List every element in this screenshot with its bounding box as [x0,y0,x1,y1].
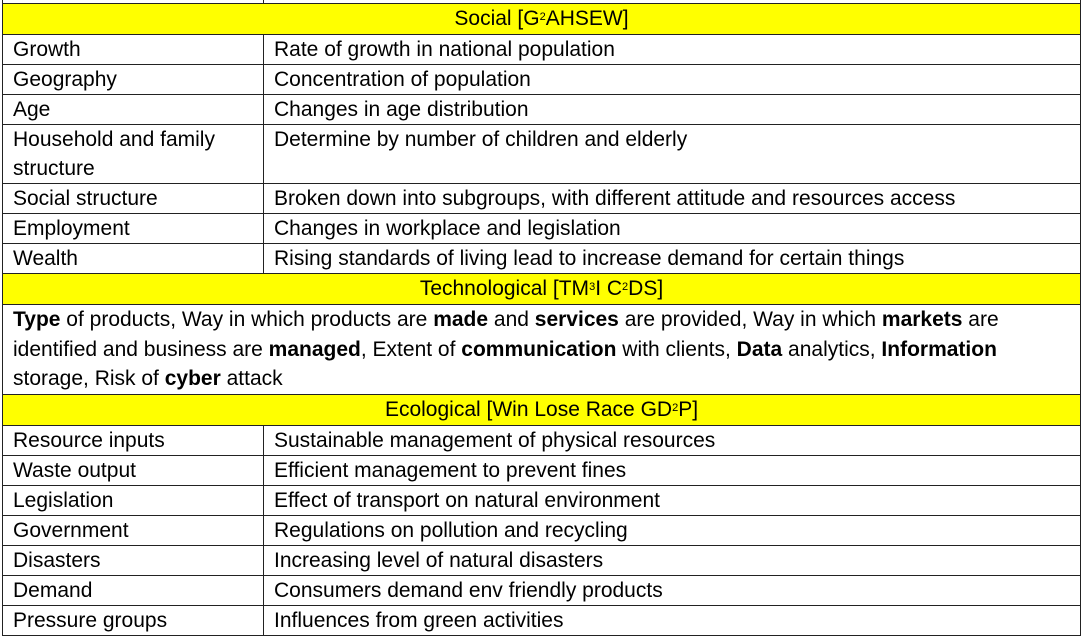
factor-cell: Wealth [3,244,264,274]
technological-header: Technological [$TM^3I$ $C^2DS$] [3,274,1081,305]
factor-cell: Geography [3,65,264,95]
table-row [3,425,1081,455]
table-row [3,545,1081,575]
table-row [3,485,1081,515]
ecological-header: Ecological [Win Lose Race $GD^2P$] [3,394,1081,425]
description-cell: Efficient management to prevent fines [264,455,1081,485]
description-cell: Concentration of population [264,65,1081,95]
factor-cell: Legislation [3,485,264,515]
table-row [3,214,1081,244]
technological-paragraph: Type of products, Way in which products are made and services are provided, Way in which markets are identified and business are managed, Extent of communication with clients, Data analytics, Information storage, Risk of cyber attack [3,305,1081,395]
factor-cell: Government [3,515,264,545]
description-cell: Rising standards of living lead to increase demand for certain things [264,244,1081,274]
table-row [3,455,1081,485]
description-cell: Changes in age distribution [264,95,1081,125]
table-row [3,184,1081,214]
description-cell: Consumers demand env friendly products [264,575,1081,605]
factor-cell: Age [3,95,264,125]
table-row [3,605,1081,635]
factor-cell: Disasters [3,545,264,575]
ecological-header-row [3,394,1081,425]
factor-cell: Waste output [3,455,264,485]
table-row [3,35,1081,65]
factor-cell: Employment [3,214,264,244]
technological-row [3,305,1081,395]
social-header: Social $[G^2AHSEW]$ [3,4,1081,35]
description-cell: Changes in workplace and legislation [264,214,1081,244]
technological-header-row [3,274,1081,305]
pestle-table [2,0,1081,636]
description-cell: Effect of transport on natural environment [264,485,1081,515]
table-row [3,575,1081,605]
description-cell: Broken down into subgroups, with different attitude and resources access [264,184,1081,214]
factor-cell: Growth [3,35,264,65]
factor-cell: Household and family structure [3,125,264,184]
factor-cell: Pressure groups [3,605,264,635]
table-row [3,244,1081,274]
description-cell: Increasing level of natural disasters [264,545,1081,575]
description-cell: Sustainable management of physical resources [264,425,1081,455]
table-row [3,125,1081,184]
description-cell: Determine by number of children and elderly [264,125,1081,184]
social-header-row [3,4,1081,35]
description-cell: Regulations on pollution and recycling [264,515,1081,545]
factor-cell: Demand [3,575,264,605]
factor-cell: Social structure [3,184,264,214]
table-row [3,95,1081,125]
factor-cell: Resource inputs [3,425,264,455]
description-cell: Influences from green activities [264,605,1081,635]
description-cell: Rate of growth in national population [264,35,1081,65]
table-row [3,65,1081,95]
table-row [3,515,1081,545]
